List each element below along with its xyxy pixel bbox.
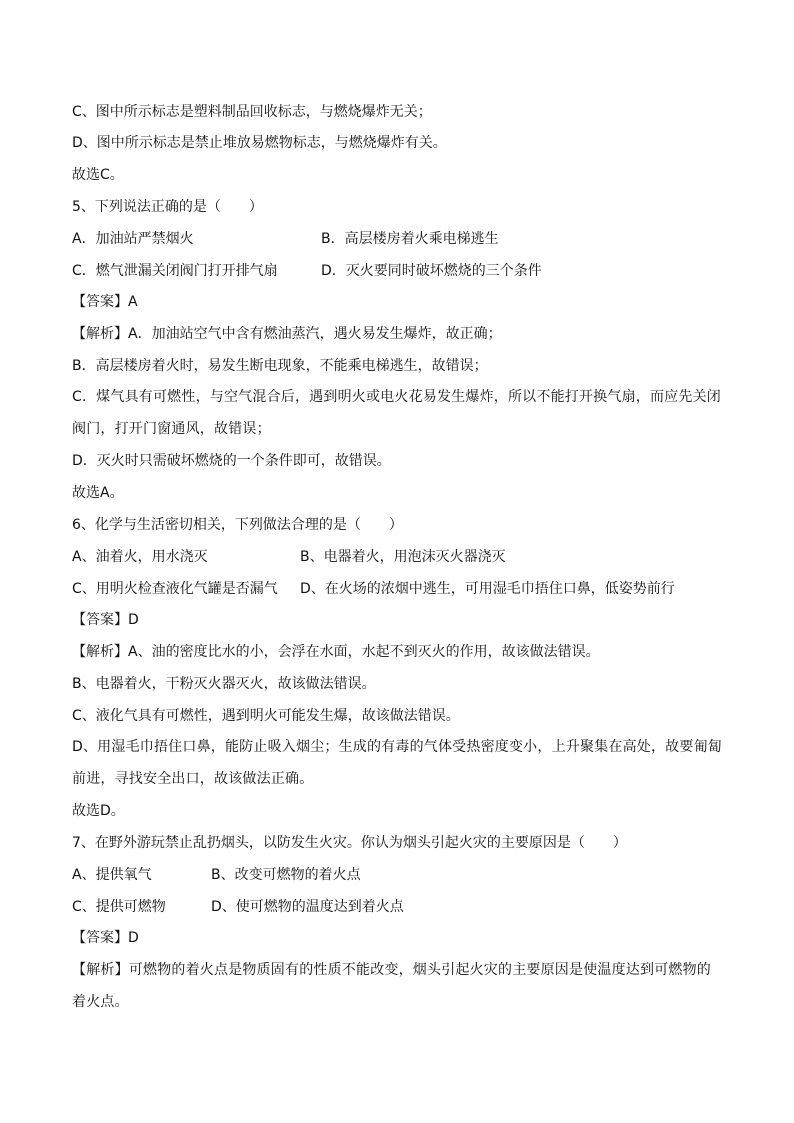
question-5-option-b: B．高层楼房着火乘电梯逃生 bbox=[321, 231, 499, 247]
question-7-explanation: 【解析】可燃物的着火点是物质固有的性质不能改变，烟头引起火灾的主要原因是使温度达到可燃物的着火点。 bbox=[72, 962, 711, 1010]
question-6-option-c: C、用明火检查液化气罐是否漏气 bbox=[72, 581, 278, 597]
question-6-explanation: B、电器着火，干粉灭火器灭火，故该做法错误。 bbox=[72, 676, 376, 692]
question-6-answer: 【答案】D bbox=[72, 612, 139, 628]
question-5-explanation: 【解析】A．加油站空气中含有燃油蒸汽，遇火易发生爆炸，故正确； bbox=[72, 326, 502, 342]
question-7-answer: 【答案】D bbox=[72, 930, 139, 946]
question-5-option-a: A．加油站严禁烟火 bbox=[72, 231, 194, 247]
question-6-explanation: C、液化气具有可燃性，遇到明火可能发生爆，故该做法错误。 bbox=[72, 708, 460, 724]
question-6-conclusion: 故选D。 bbox=[72, 803, 125, 819]
question-5-option-d: D．灭火要同时破坏燃烧的三个条件 bbox=[321, 263, 542, 279]
question-7-option-a: A、提供氧气 bbox=[72, 867, 152, 883]
question-5-explanation: B．高层楼房着火时，易发生断电现象，不能乘电梯逃生，故错误； bbox=[72, 358, 488, 374]
question-5-explanation: C．煤气具有可燃性，与空气混合后，遇到明火或电火花易发生爆炸，所以不能打开换气扇，而应先关闭阀门，打开门窗通风，故错误； bbox=[72, 389, 721, 437]
question-6-explanation: 【解析】A、油的密度比水的小，会浮在水面，水起不到灭火的作用，故该做法错误。 bbox=[72, 644, 600, 660]
text-line: C、图中所示标志是塑料制品回收标志，与燃烧爆炸无关； bbox=[72, 104, 432, 120]
question-6-explanation: D、用湿毛巾捂住口鼻，能防止吸入烟尘；生成的有毒的气体受热密度变小，上升聚集在高处，故要匍匐前进，寻找安全出口，故该做法正确。 bbox=[72, 739, 722, 787]
conclusion-line: 故选C。 bbox=[72, 167, 124, 183]
question-6-stem: 6、化学与生活密切相关，下列做法合理的是（ ） bbox=[72, 517, 403, 533]
question-7-option-d: D、使可燃物的温度达到着火点 bbox=[211, 899, 404, 915]
question-7-option-c: C、提供可燃物 bbox=[72, 899, 166, 915]
question-6-option-b: B、电器着火，用泡沫灭火器浇灭 bbox=[300, 549, 506, 565]
question-6-option-a: A、油着火，用水浇灭 bbox=[72, 549, 208, 565]
question-5-option-c: C．燃气泄漏关闭阀门打开排气扇 bbox=[72, 263, 278, 279]
text-line: D、图中所示标志是禁止堆放易燃物标志，与燃烧爆炸有关。 bbox=[72, 135, 447, 151]
question-5-stem: 5、下列说法正确的是（ ） bbox=[72, 199, 263, 215]
question-7-stem: 7、在野外游玩禁止乱扔烟头，以防发生火灾。你认为烟头引起火灾的主要原因是（ ） bbox=[72, 835, 627, 851]
question-5-explanation: D．灭火时只需破坏燃烧的一个条件即可，故错误。 bbox=[72, 453, 391, 469]
question-5-answer: 【答案】A bbox=[72, 294, 138, 310]
question-6-option-d: D、在火场的浓烟中逃生，可用湿毛巾捂住口鼻，低姿势前行 bbox=[300, 581, 675, 597]
question-7-option-b: B、改变可燃物的着火点 bbox=[211, 867, 361, 883]
question-5-conclusion: 故选A。 bbox=[72, 485, 124, 501]
